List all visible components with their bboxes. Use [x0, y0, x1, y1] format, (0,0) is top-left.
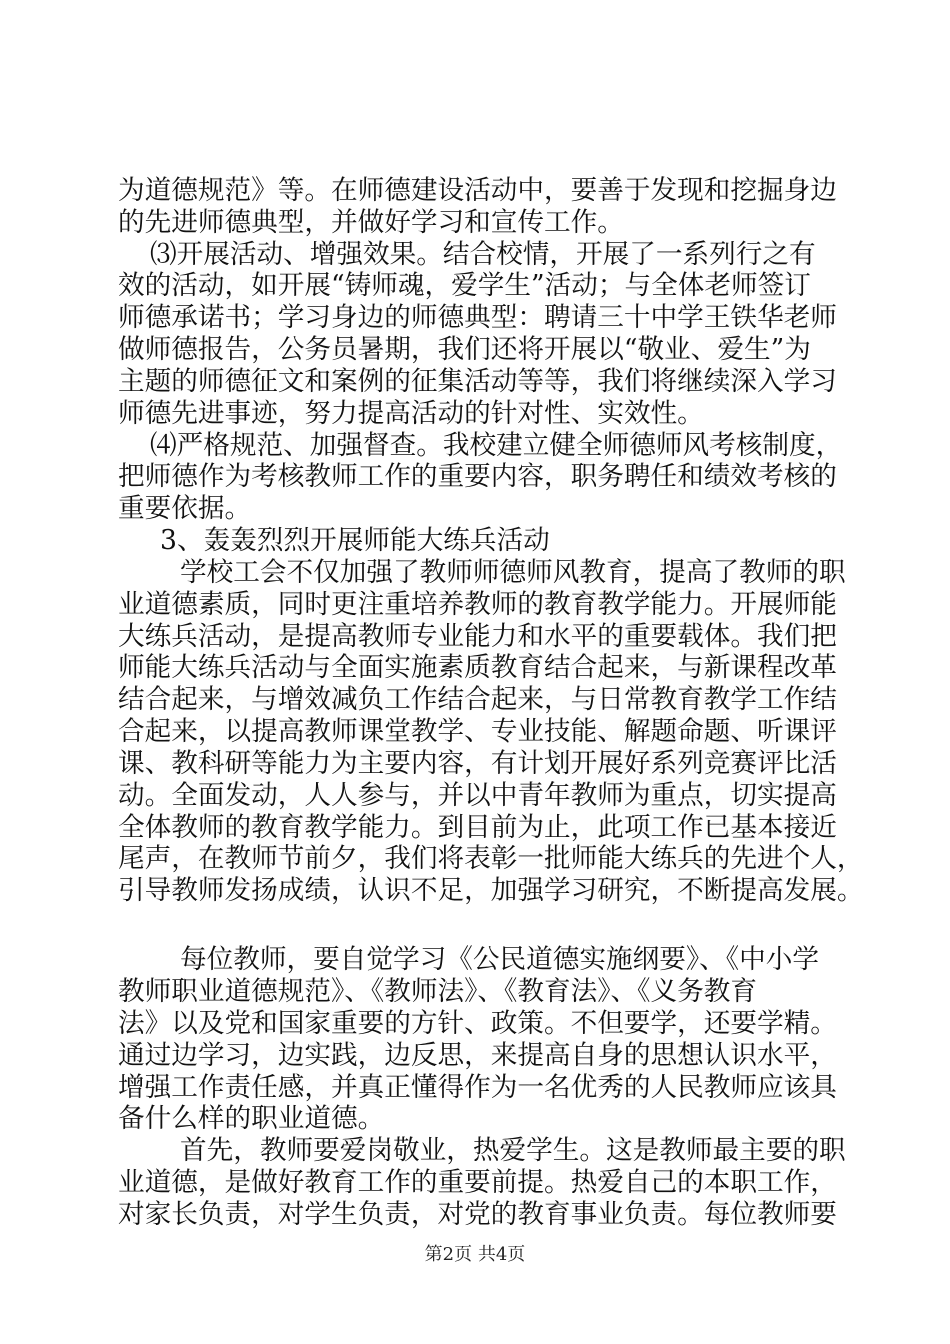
text-line: 业道德，是做好教育工作的重要前提。热爱自己的本职工作， — [118, 1167, 837, 1199]
text-line: 教师职业道德规范》、《教师法》、《教育法》、《义务教育 — [118, 976, 757, 1008]
text-line: 课、教科研等能力为主要内容，有计划开展好系列竞赛评比活 — [118, 747, 837, 779]
section-heading: 3、轰轰烈烈开展师能大练兵活动 — [160, 525, 550, 557]
text-line: 做师德报告，公务员暑期，我们还将开展以“敬业、爱生”为 — [118, 334, 811, 366]
text-line: 全体教师的教育教学能力。到目前为止，此项工作已基本接近 — [118, 811, 837, 843]
text-line: 师能大练兵活动与全面实施素质教育结合起来，与新课程改革 — [118, 652, 837, 684]
text-line: 为道德规范》等。在师德建设活动中，要善于发现和挖掘身边 — [118, 175, 837, 206]
page-footer: 第2页 共4页 — [424, 1244, 526, 1265]
text-line: 主题的师德征文和案例的征集活动等等，我们将继续深入学习 — [118, 365, 837, 397]
text-line: 重要依据。 — [118, 493, 252, 525]
text-line: ⑷严格规范、加强督查。我校建立健全师德师风考核制度， — [150, 429, 843, 461]
text-line: 通过边学习，边实践，边反思，来提高自身的思想认识水平， — [118, 1039, 837, 1071]
text-line: 每位教师，要自觉学习《公民道德实施纲要》、《中小学 — [180, 944, 819, 976]
text-line: 引导教师发扬成绩，认识不足，加强学习研究，不断提高发展。 — [118, 875, 864, 907]
text-line: 对家长负责，对学生负责，对党的教育事业负责。每位教师要 — [118, 1198, 837, 1230]
text-line: 尾声，在教师节前夕，我们将表彰一批师能大练兵的先进个人， — [118, 843, 864, 875]
text-line: 合起来，以提高教师课堂教学、专业技能、解题命题、听课评 — [118, 716, 837, 748]
text-line: 结合起来，与增效减负工作结合起来，与日常教育教学工作结 — [118, 684, 837, 716]
text-line: 业道德素质，同时更注重培养教师的教育教学能力。开展师能 — [118, 588, 837, 620]
text-line: 师德先进事迹，努力提高活动的针对性、实效性。 — [118, 397, 704, 429]
text-line: 首先，教师要爱岗敬业，热爱学生。这是教师最主要的职 — [180, 1135, 846, 1167]
text-line: 备什么样的职业道德。 — [118, 1103, 385, 1135]
text-line: 动。全面发动，人人参与，并以中青年教师为重点，切实提高 — [118, 779, 837, 811]
text-line: ⑶开展活动、增强效果。结合校情，开展了一系列行之有 — [150, 238, 816, 270]
text-line: 法》以及党和国家重要的方针、政策。不但要学，还要学精。 — [118, 1007, 837, 1039]
text-line: 的先进师德典型，并做好学习和宣传工作。 — [118, 206, 624, 238]
text-line: 增强工作责任感，并真正懂得作为一名优秀的人民教师应该具 — [118, 1071, 837, 1103]
text-line: 效的活动，如开展“铸师魂，爱学生”活动；与全体老师签订 — [118, 270, 811, 302]
text-line: 师德承诺书；学习身边的师德典型：聘请三十中学王铁华老师 — [118, 302, 837, 334]
text-line: 学校工会不仅加强了教师师德师风教育，提高了教师的职 — [180, 556, 846, 588]
text-line: 把师德作为考核教师工作的重要内容，职务聘任和绩效考核的 — [118, 461, 837, 493]
text-line: 大练兵活动，是提高教师专业能力和水平的重要载体。我们把 — [118, 620, 837, 652]
